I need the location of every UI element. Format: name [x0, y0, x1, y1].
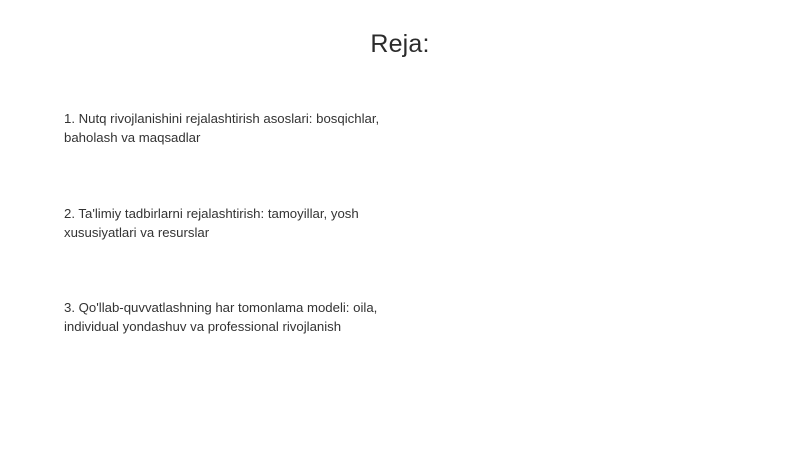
plan-item-2-line-2: xususiyatlari va resurslar	[64, 225, 210, 240]
plan-item-3-line-2: individual yondashuv va professional rivojlanish	[64, 319, 342, 334]
plan-item-1	[64, 109, 424, 147]
plan-item-1-line-1: 1. Nutq rivojlanishini rejalashtirish asoslari: bosqichlar,	[64, 111, 380, 126]
slide-title: Reja:	[370, 30, 430, 58]
plan-item-2-line-1: 2. Ta'limiy tadbirlarni rejalashtirish: tamoyillar, yosh	[64, 206, 359, 221]
plan-item-3	[64, 298, 424, 336]
plan-item-1-line-2: baholash va maqsadlar	[64, 130, 201, 145]
plan-item-3-line-1: 3. Qo'llab-quvvatlashning har tomonlama modeli: oila,	[64, 300, 378, 315]
plan-item-2	[64, 204, 424, 242]
